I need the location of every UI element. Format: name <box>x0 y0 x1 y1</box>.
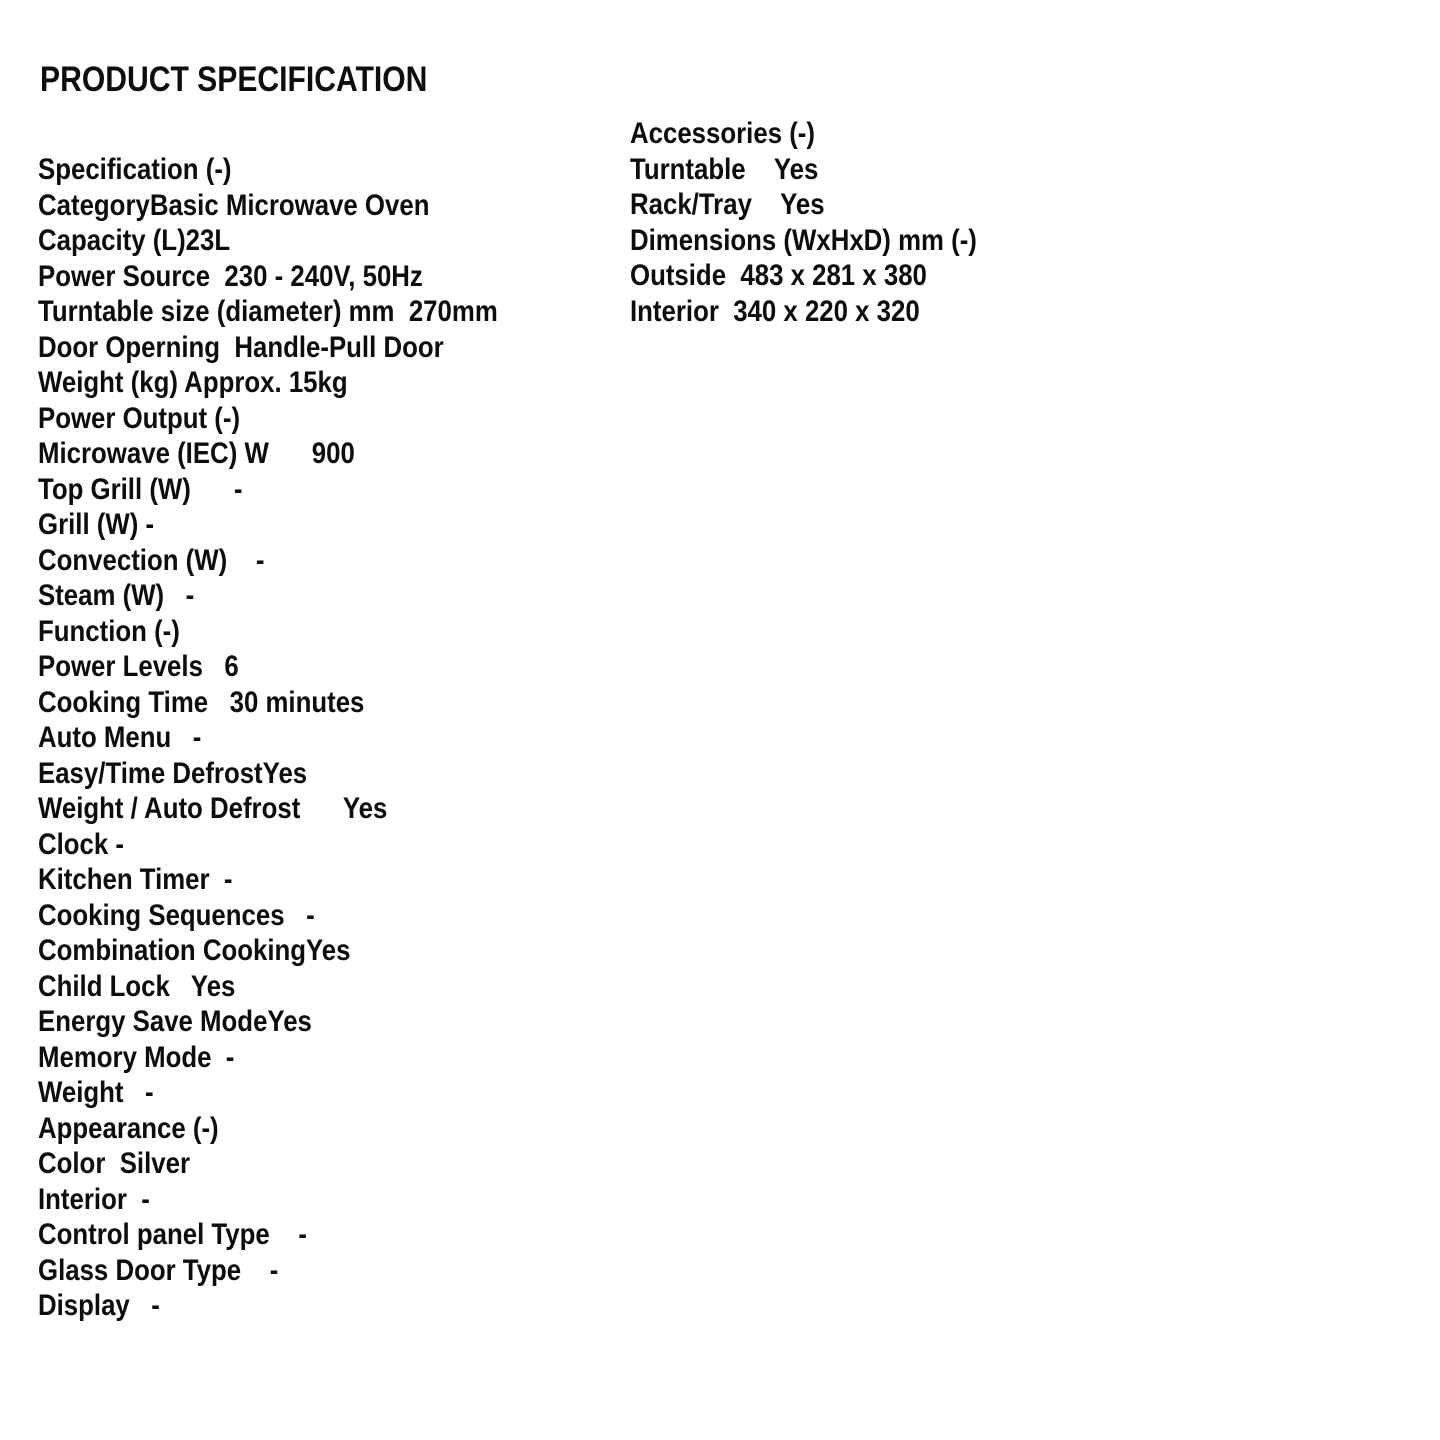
spec-line: CategoryBasic Microwave Oven <box>38 188 430 222</box>
spec-line: Appearance (-) <box>38 1111 219 1145</box>
spec-line: Specification (-) <box>38 153 232 186</box>
spec-line: Color Silver <box>38 1147 190 1180</box>
spec-line: Display - <box>38 1289 160 1322</box>
spec-line: Easy/Time DefrostYes <box>38 756 308 790</box>
spec-line: Memory Mode - <box>38 1040 235 1074</box>
spec-line: Weight (kg) Approx. 15kg <box>38 366 348 399</box>
spec-line: Combination CookingYes <box>38 934 351 967</box>
spec-line: Turntable size (diameter) mm 270mm <box>38 295 498 328</box>
spec-line: Power Levels 6 <box>38 650 239 683</box>
spec-line: Interior - <box>38 1182 150 1216</box>
spec-line: Auto Menu - <box>38 721 202 754</box>
spec-line: Power Source 230 - 240V, 50Hz <box>38 259 423 293</box>
spec-line: Cooking Sequences - <box>38 898 315 932</box>
spec-line: Function (-) <box>38 614 180 648</box>
spec-line: Energy Save ModeYes <box>38 1005 312 1038</box>
spec-line: Kitchen Timer - <box>38 863 233 896</box>
spec-line: Dimensions (WxHxD) mm (-) <box>630 223 977 257</box>
page-title: PRODUCT SPECIFICATION <box>40 60 428 100</box>
spec-line: Capacity (L)23L <box>38 224 231 257</box>
spec-line: Top Grill (W) - <box>38 472 243 506</box>
spec-line: Weight - <box>38 1076 154 1109</box>
spec-line: Interior 340 x 220 x 320 <box>630 294 920 328</box>
spec-line: Convection (W) - <box>38 543 265 577</box>
spec-line: Clock - <box>38 827 125 861</box>
spec-line: Accessories (-) <box>630 117 815 150</box>
spec-line: Weight / Auto Defrost Yes <box>38 792 388 825</box>
spec-line: Glass Door Type - <box>38 1253 279 1287</box>
spec-line: Grill (W) - <box>38 508 155 541</box>
spec-line: Door Operning Handle-Pull Door <box>38 330 444 364</box>
spec-line: Control panel Type - <box>38 1218 308 1251</box>
spec-line: Cooking Time 30 minutes <box>38 685 365 719</box>
spec-line: Turntable Yes <box>630 152 819 186</box>
spec-right-column <box>630 116 1438 329</box>
spec-line: Microwave (IEC) W 900 <box>38 437 355 470</box>
spec-line: Child Lock Yes <box>38 969 236 1003</box>
spec-line: Rack/Tray Yes <box>630 188 825 221</box>
spec-line: Power Output (-) <box>38 401 241 435</box>
spec-line: Steam (W) - <box>38 579 195 612</box>
spec-line: Outside 483 x 281 x 380 <box>630 259 927 292</box>
